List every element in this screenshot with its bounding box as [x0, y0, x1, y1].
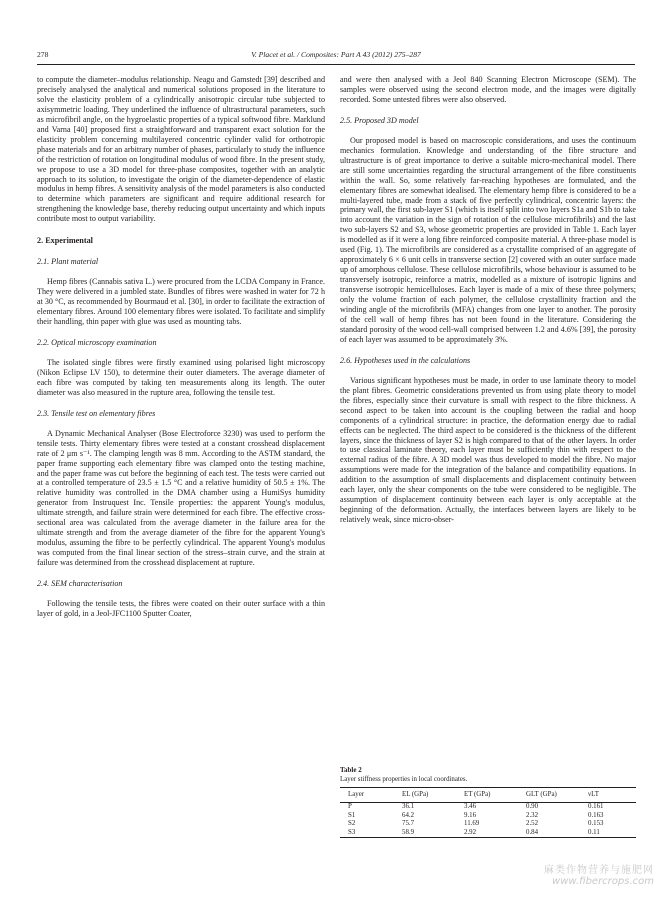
paragraph-hypotheses: Various significant hypotheses must be made, in order to use laminate theory to model the plant fibres. Geometric considerations prevented us from using plate theory to model the fibres, especially since their curvature is small with respect to the fibre thickness. A second aspect to be taken into account is the coupling between the radial and hoop components of a cylindrical structure: in practice, the deformation energy due to radial effects can be neglected. The third aspect to be considered is the thickness of the different layers, since the thickness of layer S2 is high compared to that of the other layers. In order to use classical laminate theory, each layer must be sufficiently thin with respect to the external radius of the fibre. A 3D model was thus developed to model the fibre. No major assumptions were made for the integration of the balance and compatibility equations. In addition to the assumption of small displacements and displacement continuity between each layer, only the shear components on the tube were considered to be negligible. The assumption of displacement continuity between each layer is only acceptable at the beginning of the deformation. Actually, the interfaces between layers are likely to be relatively weak, since micro-obser- [340, 375, 636, 525]
header-rule [37, 64, 635, 65]
table-cell: 2.52 [526, 820, 539, 828]
table-cell: 58.9 [402, 828, 415, 836]
table-caption: Layer stiffness properties in local coordinates. [340, 776, 468, 783]
section-heading-experimental: 2. Experimental [37, 236, 93, 246]
paragraph-sem: Following the tensile tests, the fibres were coated on their outer surface with a thin layer of gold, in a Jeol-JFC1100 Sputter Coater, [37, 598, 325, 618]
subsection-heading-tensile-test: 2.3. Tensile test on elementary fibres [37, 408, 156, 418]
table-row [340, 803, 636, 812]
subsection-heading-optical-microscopy: 2.2. Optical microscopy examination [37, 337, 157, 347]
running-header [37, 50, 635, 64]
table-cell: 64.2 [402, 811, 415, 819]
table-row [340, 829, 636, 838]
table-header-cell: νLT [588, 791, 599, 798]
journal-citation: V. Placet et al. / Composites: Part A 43 (2012) 275–287 [251, 50, 421, 59]
paragraph-plant-material: Hemp fibres (Cannabis sativa L.) were procured from the LCDA Company in France. They were delivered in a jumbled state. Bundles of fibres were washed in water for 72 h at 30 °C, as recommended by Bourmaud et al. [30], in order to facilitate the extraction of elementary fibres. Around 100 elementary fibres were isolated. To facilitate and simplify their handling, thin paper with glue was used as mounting tabs. [37, 277, 325, 327]
watermark-line-2: www.fibercrops.com [552, 876, 654, 887]
table-cell: 0.11 [588, 828, 600, 836]
table-header-cell: ET (GPa) [464, 791, 491, 798]
table-cell: 3.46 [464, 803, 477, 810]
stiffness-table [340, 787, 636, 838]
paragraph-3d-model: Our proposed model is based on macroscopic considerations, and uses the continuum mechanics formulation. Knowledge and understanding of the fibre structure and ultrastructure is of great importance to derive a suitable micro-mechanical model. There are still some uncertainties regarding the structural arrangement of the fibre constituents within the wall. So, some relatively far-reaching hypotheses are formulated, and the elementary fibres are somewhat idealised. The elementary hemp fibre is considered to be a multi-layered tube, made from a stack of five perfectly cylindrical, concentric layers: the primary wall, the first sub-layer S1 (which is itself split into two layers S1a and S1b to take into account the variation in the sign of rotation of the cellulose microfibrils) and the last two sub-layers S2 and S3, whose geometric properties are provided in Table 1. Each layer is modelled as if it were a long fibre reinforced composite material. A three-phase model is used (Fig. 1). The microfibrils are considered as a crystallite comprised of an aggregate of approximately 6 × 6 unit cells in transverse section [2] covered with an outer surface made up of amorphous cellulose. These cellulose microfibrils, whose behaviour is assumed to be transversely isotropic, reinforce a matrix, modelled as a mixture of isotropic lignins and transverse isotropic hemicelluloses. Each layer is made of a mix of these three polymers; only the volume fraction of each polymer, the cellulose crystallinity fraction and the winding angle of the microfibrils (MFA) changes from one layer to another. The porosity of the cell wall of hemp fibres has not been found in the literature. Considering the standard porosity of the wood cell-wall comprised between 1.2 and 4.6% [39], the porosity of each layer was assumed to be approximately 3%. [340, 135, 636, 344]
table-cell: 11.69 [464, 820, 480, 828]
table-cell: S2 [348, 820, 356, 828]
table-2 [340, 766, 636, 838]
watermark [544, 861, 654, 887]
paragraph-sem-continued: and were then analysed with a Jeol 840 Scanning Electron Microscope (SEM). The samples were observed using the second electron mode, and the images were digitally recorded. Some untested fibres were also observed. [340, 75, 636, 104]
watermark-line-1: 麻类作物营养与施肥网 [544, 865, 654, 876]
table-cell: 0.84 [526, 828, 539, 836]
subsection-heading-3d-model: 2.5. Proposed 3D model [340, 115, 419, 125]
table-cell: 0.161 [588, 803, 604, 810]
table-header-cell: Layer [348, 791, 365, 798]
table-row [340, 812, 636, 821]
table-cell: 2.32 [526, 811, 539, 819]
table-cell: P [348, 803, 352, 810]
table-cell: S3 [348, 828, 356, 836]
table-row [340, 820, 636, 829]
right-column [340, 75, 636, 525]
table-header-cell: EL (GPa) [402, 791, 429, 798]
paragraph-tensile-test: A Dynamic Mechanical Analyser (Bose Electroforce 3230) was used to perform the tensile tests. Thirty elementary fibres were tested at a constant crosshead displacement rate of 2 μm s⁻¹. The clamping length was 8 mm. According to the ASTM standard, the paper frame supporting each elementary fibre was clamped onto the testing machine, and the paper frame was cut before the beginning of each test. The tests were carried out at a controlled temperature of 23.5 ± 1.5 °C and a relative humidity of 50.5 ± 1%. The relative humidity was controlled in the DMA chamber using a HumiSys humidity generator from Instruquest Inc. Tensile properties: the apparent Young's modulus, ultimate strength, and failure strain were determined for each fibre. The effective cross-sectional area was calculated from the average diameter in the failure area for the ultimate strength and from the average diameter of the fibre for the apparent Young's modulus, assuming the fibre to be perfectly cylindrical. The apparent Young's modulus was computed from the final linear section of the stress–strain curve, and the strain at failure was determined from the crosshead displacement at rupture. [37, 428, 325, 568]
table-cell: 9.16 [464, 811, 477, 819]
paragraph-optical-microscopy: The isolated single fibres were firstly examined using polarised light microscopy (Nikon Eclipse LV 150), to determine their outer diameters. The average diameter of each fibre was computed by taking ten measurements along its length. The outer diameter was also measured in the rupture area, following the tensile test. [37, 357, 325, 397]
table-cell: S1 [348, 811, 356, 819]
table-title: Table 2 [340, 766, 362, 774]
left-column [37, 75, 325, 619]
table-cell: 36.1 [402, 803, 415, 810]
table-cell: 0.153 [588, 820, 604, 828]
subsection-heading-hypotheses: 2.6. Hypotheses used in the calculations [340, 355, 471, 365]
table-cell: 75.7 [402, 820, 415, 828]
subsection-heading-plant-material: 2.1. Plant material [37, 257, 99, 267]
table-header-row [340, 788, 636, 803]
table-cell: 0.163 [588, 811, 604, 819]
table-cell: 2.92 [464, 828, 477, 836]
page-number: 278 [37, 50, 49, 59]
intro-paragraph: to compute the diameter–modulus relationship. Neagu and Gamstedt [39] described and precisely analysed the analytical and numerical solutions proposed in the literature to solve the elasticity problem of a cylindrically anisotropic circular tube subjected to axisymmetric loading. They underlined the influence of ultrastructural parameters, such as microfibril angle, on the hygroelastic properties of a typical softwood fibre. Marklund and Varna [40] proposed first a straightforward and transparent exact solution for the elasticity problem concerning multilayered concentric cylinder valid for orthotropic phase materials and for an arbitrary number of phases, particularly to study the influence of the restriction of rotation on longitudinal modulus of wood fibre. In the present study, we propose to use a 3D model for three-phase composites, together with an analytic approach to its solution, to investigate the origin of the diameter-dependence of elastic modulus in hemp fibres. A sensitivity analysis of the model parameters is also conducted to determine which parameters are significant and require additional research for strengthening the knowledge base, thereby reducing output uncertainty and which inputs contribute most to output variability. [37, 75, 325, 224]
subsection-heading-sem: 2.4. SEM characterisation [37, 579, 123, 589]
table-cell: 0.90 [526, 803, 539, 810]
table-header-cell: GLT (GPa) [526, 791, 557, 798]
